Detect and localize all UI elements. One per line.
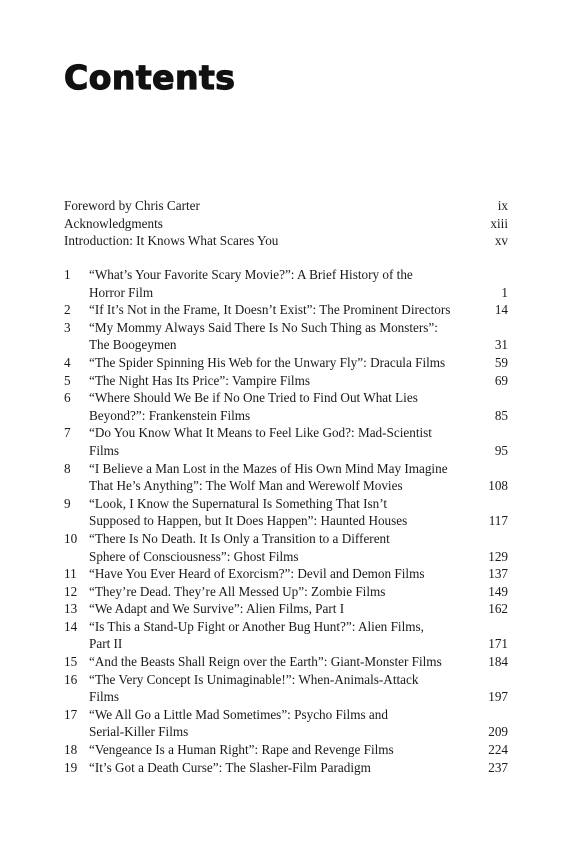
chapter-page: 137 [488,566,508,582]
chapter-title-line: “There Is No Death. It Is Only a Transition to a Different [89,530,390,546]
chapter-entry[interactable] [64,583,508,601]
chapter-page: 14 [494,302,508,318]
chapter-entry[interactable] [64,706,508,741]
chapter-number: 11 [64,566,77,582]
chapter-page: 171 [488,636,508,652]
chapter-title-line: “Where Should We Be if No One Tried to Find Out What Lies [89,390,418,406]
chapter-title-line: Horror Film [89,284,154,300]
chapter-title-line: “And the Beasts Shall Reign over the Earth”: Giant-Monster Films [89,654,442,670]
chapter-page: 209 [488,724,508,740]
chapter-number: 1 [64,267,71,282]
chapter-page: 197 [488,689,508,705]
chapter-number: 7 [64,425,71,441]
entry-title: Introduction: It Knows What Scares You [64,233,279,249]
chapter-page: 85 [494,407,508,423]
chapter-page: 149 [488,583,508,599]
chapter-number: 8 [64,460,71,476]
entry-page: xv [494,233,508,249]
front-matter-entry[interactable] [64,232,508,250]
chapter-number: 19 [64,759,78,775]
chapter-entry[interactable] [64,530,508,565]
chapter-page: 59 [494,354,508,370]
front-matter-list [64,197,508,250]
chapter-entry[interactable] [64,424,508,459]
chapter-page: 1 [501,284,508,300]
chapter-title-line: “My Mommy Always Said There Is No Such Thing as Monsters”: [89,319,438,335]
chapter-title-line: “We Adapt and We Survive”: Alien Films, Part I [89,601,345,617]
chapter-number: 2 [64,302,71,318]
chapter-title-line: That He’s Anything”: The Wolf Man and Werewolf Movies [89,478,403,494]
chapter-page: 162 [488,601,508,617]
chapter-number: 9 [64,495,71,511]
chapter-number: 16 [64,671,78,687]
chapter-number: 13 [64,601,78,617]
chapter-title-line: “Is This a Stand-Up Fight or Another Bug Hunt?”: Alien Films, [89,618,424,634]
chapter-title-line: The Boogeymen [89,337,177,353]
chapter-entry[interactable] [64,741,508,759]
entry-page: ix [497,198,508,213]
chapter-entry[interactable] [64,565,508,583]
chapter-title-line: “The Very Concept Is Unimaginable!”: When-Animals-Attack [89,671,419,687]
chapter-list [64,266,508,776]
chapter-number: 10 [64,530,78,546]
chapter-title-line: “What’s Your Favorite Scary Movie?”: A Brief History of the [89,267,413,282]
page-title: Contents [64,58,236,97]
chapter-title-line: “If It’s Not in the Frame, It Doesn’t Exist”: The Prominent Directors [89,302,451,318]
chapter-page: 129 [488,548,508,564]
chapter-entry[interactable] [64,389,508,424]
chapter-entry[interactable] [64,460,508,495]
chapter-page: 108 [488,478,508,494]
chapter-title-line: Part II [89,636,123,652]
chapter-title-line: “The Night Has Its Price”: Vampire Films [89,372,310,388]
front-matter-entry[interactable] [64,197,508,215]
chapter-entry[interactable] [64,319,508,354]
chapter-title-line: “It’s Got a Death Curse”: The Slasher-Film Paradigm [89,759,371,775]
chapter-entry[interactable] [64,653,508,671]
chapter-number: 3 [64,319,71,335]
chapter-page: 69 [494,372,508,388]
front-matter-entry[interactable] [64,215,508,233]
chapter-entry[interactable] [64,354,508,372]
chapter-title-line: Films [89,689,120,705]
chapter-number: 6 [64,390,71,406]
chapter-title-line: “Look, I Know the Supernatural Is Something That Isn’t [89,495,388,511]
chapter-entry[interactable] [64,495,508,530]
chapter-entry[interactable] [64,600,508,618]
chapter-title-line: “The Spider Spinning His Web for the Unwary Fly”: Dracula Films [89,354,446,370]
chapter-page: 117 [488,513,508,529]
chapter-title-line: “Vengeance Is a Human Right”: Rape and Revenge Films [89,742,394,758]
chapter-title-line: Sphere of Consciousness”: Ghost Films [89,548,299,564]
chapter-title-line: “Do You Know What It Means to Feel Like God?: Mad-Scientist [89,425,432,441]
chapter-entry[interactable] [64,671,508,706]
chapter-number: 14 [64,618,78,634]
chapter-number: 15 [64,654,78,670]
chapter-entry[interactable] [64,301,508,319]
chapter-page: 184 [488,654,508,670]
chapter-title-line: Supposed to Happen, but It Does Happen”: Haunted Houses [89,513,408,529]
entry-title: Foreword by Chris Carter [64,198,200,213]
entry-title: Acknowledgments [64,215,163,231]
chapter-title-line: “I Believe a Man Lost in the Mazes of His Own Mind May Imagine [89,460,448,476]
chapter-entry[interactable] [64,759,508,777]
chapter-number: 12 [64,583,78,599]
chapter-title-line: Beyond?”: Frankenstein Films [89,407,251,423]
chapter-title-line: “Have You Ever Heard of Exorcism?”: Devil and Demon Films [89,566,425,582]
chapter-number: 5 [64,372,71,388]
chapter-title-line: Serial-Killer Films [89,724,189,740]
chapter-entry[interactable] [64,618,508,653]
chapter-page: 237 [488,759,508,775]
entry-page: xiii [490,215,508,231]
chapter-number: 4 [64,354,71,370]
chapter-page: 224 [488,742,508,758]
chapter-page: 31 [494,337,508,353]
chapter-title-line: “We All Go a Little Mad Sometimes”: Psycho Films and [89,706,388,722]
chapter-page: 95 [494,442,508,458]
chapter-title-line: Films [89,442,120,458]
chapter-entry[interactable] [64,266,508,301]
chapter-title-line: “They’re Dead. They’re All Messed Up”: Zombie Films [89,583,386,599]
chapter-number: 18 [64,742,78,758]
chapter-entry[interactable] [64,372,508,390]
chapter-number: 17 [64,706,78,722]
